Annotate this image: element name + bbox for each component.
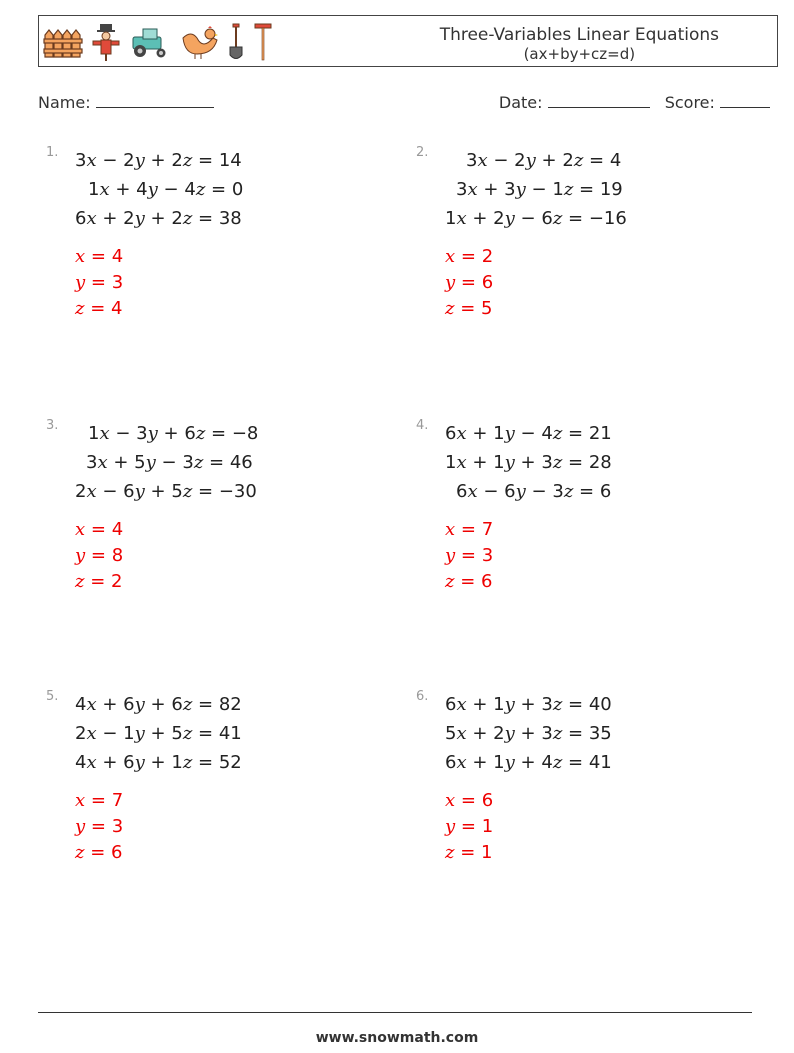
answer-value: 3 [111,816,124,837]
op-b: + [102,752,118,773]
answer-value: 2 [111,571,123,592]
coef-c: 5 [171,481,183,502]
rhs: −16 [588,208,627,229]
coef-a: 4 [75,694,87,715]
coef-b: 5 [134,452,146,473]
op-b: + [102,208,118,229]
coef-a: 2 [75,723,87,744]
coef-b: 2 [493,723,505,744]
name-field[interactable] [38,93,214,112]
answer-z: z = 6 [445,571,493,592]
equation: 4x + 6y + 6z = 82 [75,694,242,715]
rhs: 38 [218,208,242,229]
equation: 6x + 1y + 3z = 40 [445,694,612,715]
coef-a: 6 [445,423,457,444]
problem-number: 5. [46,689,59,704]
answer-x: x = 4 [75,246,124,267]
answer-value: 6 [111,842,123,863]
coef-a: 3 [456,179,468,200]
problem-number: 2. [416,145,429,160]
answer-value: 4 [111,298,123,319]
answer-value: 1 [481,842,493,863]
coef-b: 2 [123,208,135,229]
coef-b: 2 [123,150,135,171]
answer-y: y = 1 [445,816,494,837]
equation: 1x + 2y − 6z = −16 [445,208,627,229]
equation: 6x − 6y − 3z = 6 [456,481,612,502]
op-b: + [472,752,488,773]
equation: 1x + 4y − 4z = 0 [88,179,244,200]
date-score-fields [499,93,770,112]
answer-x: x = 2 [445,246,494,267]
coef-c: 6 [171,694,183,715]
op-b: + [113,452,129,473]
rhs: 21 [588,423,612,444]
op-b: − [102,150,118,171]
answer-value: 7 [111,790,124,811]
answer-value: 2 [481,246,494,267]
coef-c: 3 [541,452,553,473]
worksheet-title [440,26,719,64]
coef-a: 3 [466,150,478,171]
shovel-icon [227,22,245,62]
answer-x: x = 6 [445,790,494,811]
equation: 6x + 1y + 4z = 41 [445,752,612,773]
equation: 6x + 1y − 4z = 21 [445,423,612,444]
coef-a: 1 [445,208,457,229]
rhs: 41 [588,752,612,773]
equation: 2x − 6y + 5z = −30 [75,481,257,502]
answer-value: 6 [481,790,494,811]
equation: 5x + 2y + 3z = 35 [445,723,612,744]
op-c: + [150,694,166,715]
coef-a: 3 [75,150,87,171]
coef-c: 3 [552,481,564,502]
coef-a: 2 [75,481,87,502]
coef-a: 5 [445,723,457,744]
op-c: + [150,481,166,502]
coef-c: 2 [171,208,183,229]
answer-y: y = 3 [445,545,494,566]
coef-b: 3 [504,179,516,200]
op-b: − [102,481,118,502]
rhs: 28 [588,452,612,473]
op-c: + [520,752,536,773]
answer-value: 3 [481,545,494,566]
coef-c: 1 [171,752,183,773]
rhs: 0 [231,179,244,200]
answer-y: y = 8 [75,545,124,566]
answer-value: 4 [111,246,124,267]
rhs: 19 [599,179,623,200]
rhs: −30 [218,481,257,502]
equation: 4x + 6y + 1z = 52 [75,752,242,773]
footer-divider [38,1012,752,1013]
rhs: 82 [218,694,242,715]
op-c: + [541,150,557,171]
coef-c: 4 [541,752,553,773]
answer-z: z = 2 [75,571,123,592]
equation: 3x − 2y + 2z = 14 [75,150,242,171]
op-c: + [163,423,179,444]
rhs: 35 [588,723,612,744]
coef-a: 6 [456,481,468,502]
score-label: Score: [664,93,715,112]
name-label: Name: [38,93,91,112]
coef-a: 1 [88,179,100,200]
hen-icon [179,24,219,60]
answer-z: z = 4 [75,298,123,319]
op-c: + [150,752,166,773]
answer-y: y = 3 [75,816,124,837]
equation: 3x − 2y + 2z = 4 [466,150,622,171]
answer-value: 7 [481,519,494,540]
op-c: + [150,723,166,744]
footer-website: www.snowmath.com [315,1030,479,1046]
op-c: + [520,452,536,473]
coef-b: 2 [514,150,526,171]
op-b: + [472,723,488,744]
op-c: − [531,179,547,200]
op-c: − [520,208,536,229]
coef-b: 6 [123,694,135,715]
answer-x: x = 7 [445,519,494,540]
coef-b: 4 [136,179,148,200]
equation: 3x + 3y − 1z = 19 [456,179,623,200]
problem-number: 6. [416,689,429,704]
op-c: + [150,208,166,229]
equation: 1x + 1y + 3z = 28 [445,452,612,473]
coef-c: 4 [184,179,196,200]
op-c: − [531,481,547,502]
title-text: Three-Variables Linear Equations [439,25,719,45]
coef-b: 2 [493,208,505,229]
op-c: + [520,723,536,744]
rhs: 14 [218,150,242,171]
answer-value: 8 [111,545,124,566]
op-c: + [150,150,166,171]
op-b: − [115,423,131,444]
op-c: + [520,694,536,715]
coef-c: 6 [541,208,553,229]
coef-b: 3 [136,423,148,444]
coef-c: 3 [541,694,553,715]
coef-b: 6 [504,481,516,502]
op-c: − [163,179,179,200]
coef-a: 1 [88,423,100,444]
fence-icon [43,25,83,59]
coef-c: 3 [541,723,553,744]
op-c: − [520,423,536,444]
coef-a: 6 [75,208,87,229]
answer-x: x = 4 [75,519,124,540]
equation: 3x + 5y − 3z = 46 [86,452,253,473]
op-b: − [102,723,118,744]
answer-value: 6 [481,571,493,592]
date-label: Date: [498,93,543,112]
op-b: + [483,179,499,200]
coef-b: 1 [123,723,135,744]
score-line[interactable] [720,93,770,108]
rhs: 52 [218,752,242,773]
coef-b: 1 [493,752,505,773]
header-icons [43,20,273,64]
coef-c: 6 [184,423,196,444]
op-b: + [102,694,118,715]
rhs: 46 [229,452,253,473]
answer-value: 4 [111,519,124,540]
coef-a: 4 [75,752,87,773]
equation: 2x − 1y + 5z = 41 [75,723,242,744]
date-line[interactable] [548,93,650,108]
coef-c: 1 [552,179,564,200]
answer-value: 6 [481,272,494,293]
op-b: − [483,481,499,502]
op-b: + [472,423,488,444]
op-b: + [115,179,131,200]
name-line[interactable] [96,93,214,108]
equation: 6x + 2y + 2z = 38 [75,208,242,229]
rhs: −8 [231,423,259,444]
op-b: + [472,694,488,715]
worksheet-header [38,15,778,67]
coef-a: 1 [445,452,457,473]
op-c: − [161,452,177,473]
rhs: 41 [218,723,242,744]
coef-b: 6 [123,481,135,502]
coef-b: 1 [493,423,505,444]
answer-y: y = 3 [75,272,124,293]
answer-z: z = 6 [75,842,123,863]
coef-b: 1 [493,452,505,473]
answer-value: 1 [481,816,494,837]
problem-number: 4. [416,418,429,433]
rhs: 6 [599,481,612,502]
coef-c: 2 [562,150,574,171]
coef-b: 1 [493,694,505,715]
answer-z: z = 5 [445,298,493,319]
answer-value: 5 [481,298,493,319]
coef-c: 4 [541,423,553,444]
scarecrow-icon [91,22,121,62]
coef-a: 3 [86,452,98,473]
rhs: 40 [588,694,612,715]
answer-x: x = 7 [75,790,124,811]
coef-c: 3 [182,452,194,473]
op-b: + [472,208,488,229]
answer-z: z = 1 [445,842,493,863]
answer-y: y = 6 [445,272,494,293]
coef-b: 6 [123,752,135,773]
op-b: + [472,452,488,473]
rhs: 4 [609,150,622,171]
coef-a: 6 [445,752,457,773]
subtitle-text: (ax+by+cz=d) [523,45,636,63]
coef-c: 5 [171,723,183,744]
answer-value: 3 [111,272,124,293]
problem-number: 3. [46,418,59,433]
coef-a: 6 [445,694,457,715]
rake-icon [253,22,273,62]
coef-c: 2 [171,150,183,171]
tractor-icon [129,25,171,59]
op-b: − [493,150,509,171]
problem-number: 1. [46,145,59,160]
equation: 1x − 3y + 6z = −8 [88,423,259,444]
